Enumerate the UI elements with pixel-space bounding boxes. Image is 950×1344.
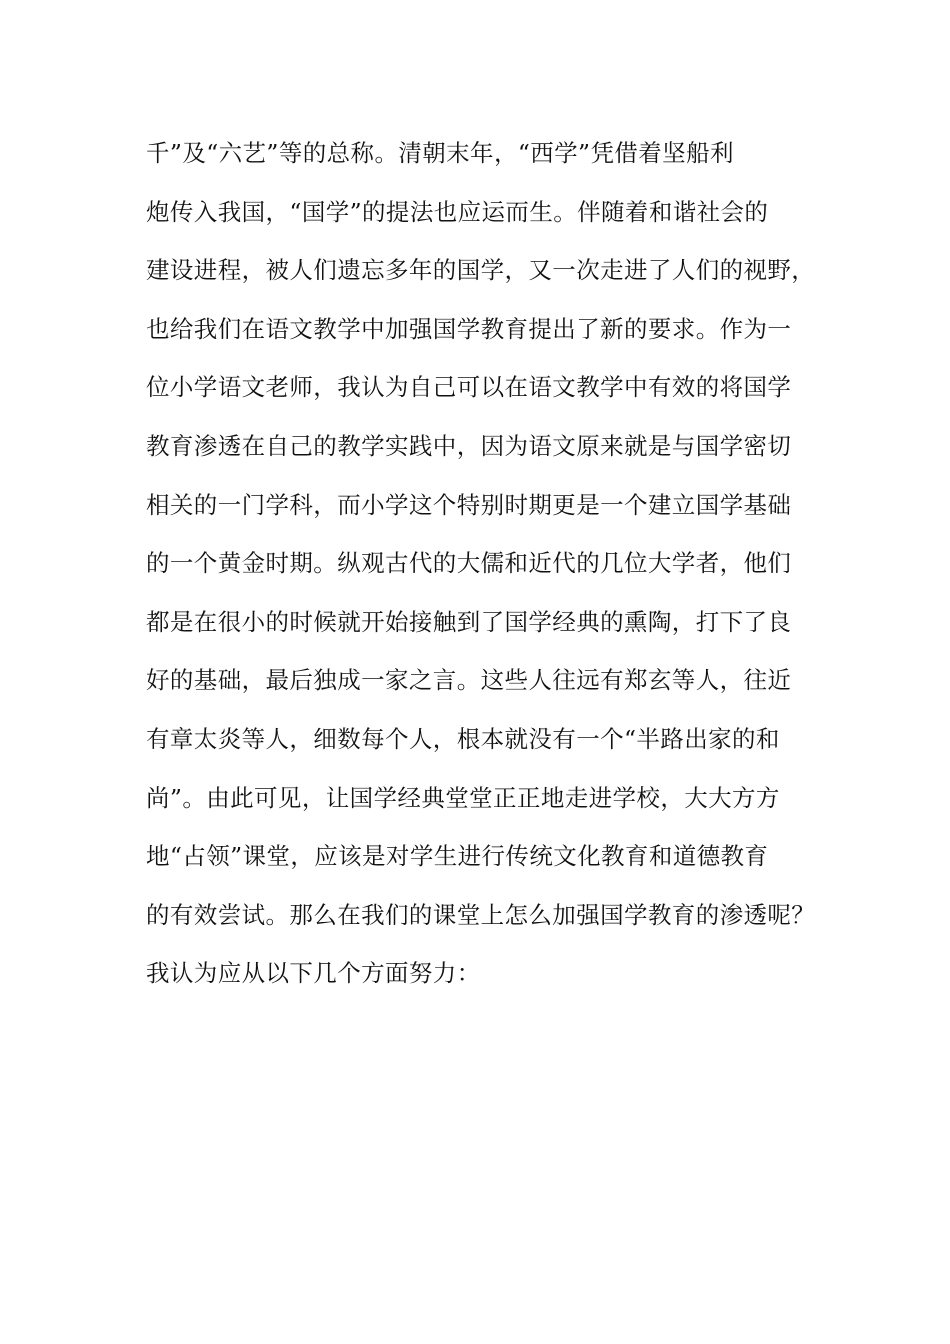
text-line: 教育渗透在自己的教学实践中，因为语文原来就是与国学密切 xyxy=(146,431,792,460)
text-line: 也给我们在语文教学中加强国学教育提出了新的要求。作为一 xyxy=(146,314,792,343)
text-line: 的一个黄金时期。纵观古代的大儒和近代的几位大学者，他们 xyxy=(146,549,792,578)
text-line: 的有效尝试。那么在我们的课堂上怎么加强国学教育的渗透呢？ xyxy=(146,900,816,929)
text-line: 好的基础，最后独成一家之言。这些人往远有郑玄等人，往近 xyxy=(146,666,792,695)
text-line: 尚”。由此可见，让国学经典堂堂正正地走进学校，大大方方 xyxy=(146,783,780,812)
text-line: 建设进程，被人们遗忘多年的国学，又一次走进了人们的视野， xyxy=(146,256,816,285)
text-line: 位小学语文老师，我认为自己可以在语文教学中有效的将国学 xyxy=(146,373,792,402)
text-line: 地“占领”课堂，应该是对学生进行传统文化教育和道德教育 xyxy=(146,842,769,871)
text-line: 千”及“六艺”等的总称。清朝末年，“西学”凭借着坚船利 xyxy=(146,139,734,167)
text-line: 有章太炎等人，细数每个人，根本就没有一个“半路出家的和 xyxy=(146,724,780,753)
text-line: 我认为应从以下几个方面努力： xyxy=(146,959,481,988)
text-line: 都是在很小的时候就开始接触到了国学经典的熏陶，打下了良 xyxy=(146,607,792,636)
text-line: 炮传入我国，“国学”的提法也应运而生。伴随着和谐社会的 xyxy=(146,197,769,226)
body-text xyxy=(146,131,826,1010)
text-line: 相关的一门学科，而小学这个特别时期更是一个建立国学基础 xyxy=(146,490,792,519)
